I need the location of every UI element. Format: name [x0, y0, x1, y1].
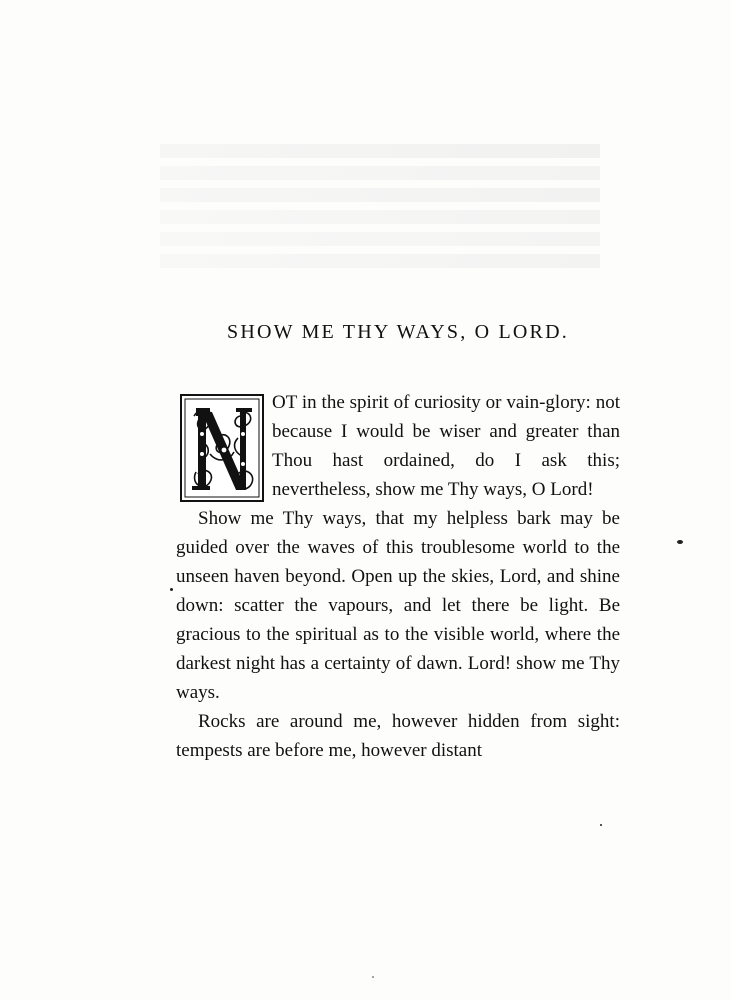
ink-speck — [170, 588, 173, 591]
paragraph-1 — [176, 388, 620, 504]
ink-speck — [372, 976, 374, 978]
body-text — [176, 388, 620, 765]
paragraph-1-text: OT in the spirit of curiosity or vain-glory: not because I would be wiser and greater than Thou hast ordained, do I ask this; nevertheless, show me Thy ways, O Lord! — [272, 392, 620, 500]
show-through-texture — [160, 110, 600, 276]
ink-speck — [677, 540, 683, 544]
dropcap-ornament-icon — [180, 394, 264, 502]
page-title: SHOW ME THY WAYS, O LORD. — [227, 321, 569, 343]
ornamental-dropcap-n — [180, 394, 264, 502]
ink-speck — [600, 824, 602, 826]
paragraph-3: Rocks are around me, however hidden from sight: tempests are before me, however distant — [176, 711, 620, 761]
paragraph-2: Show me Thy ways, that my helpless bark may be guided over the waves of this troublesome world to the unseen haven beyond. Open up the skies, Lord, and shine down: scatter the vapours, and let there be light. Be gracious to the spiritual as to the visible world, where the darkest night has a certainty of dawn. Lord! show me Thy ways. — [176, 508, 620, 703]
